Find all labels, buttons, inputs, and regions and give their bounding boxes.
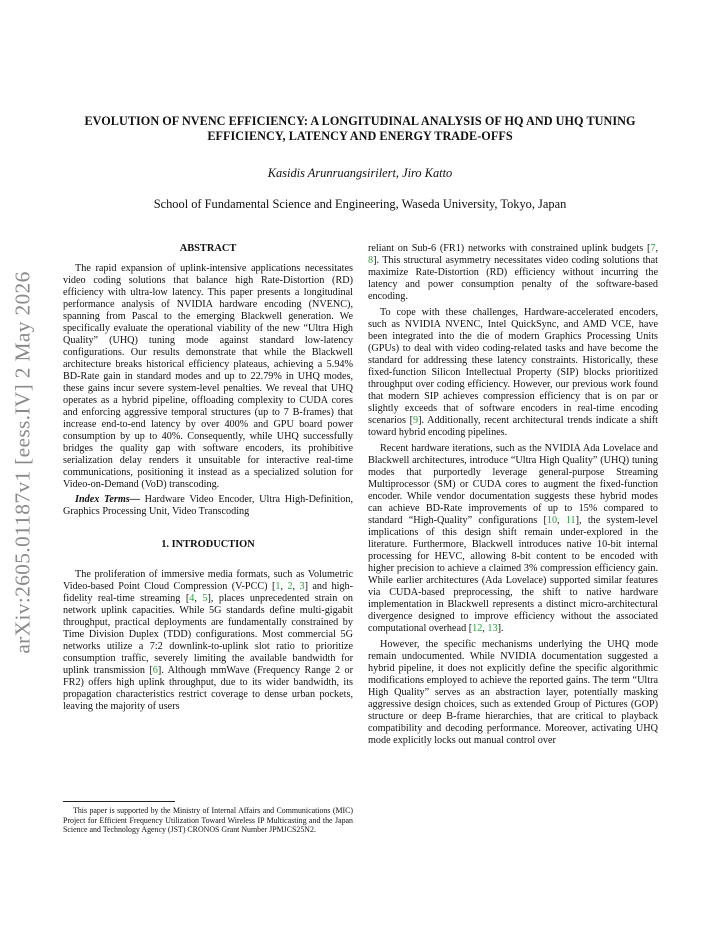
citation-link[interactable]: 9 [412, 415, 419, 426]
index-terms-text: Hardware Video Encoder, Ultra High-Definition, Graphics Processing Unit, Video Transcoding [63, 494, 353, 517]
arxiv-identifier-text: arXiv:2605.01187v1 [eess.IV] 2 May 2026 [10, 270, 35, 654]
index-terms [63, 494, 353, 518]
index-terms-label: Index Terms— [75, 494, 140, 505]
footnote-divider [63, 801, 175, 802]
citation-link[interactable]: 12 [472, 623, 483, 634]
citation-link[interactable]: 10 [546, 515, 558, 526]
citation-link[interactable]: 1 [275, 581, 281, 592]
left-column [63, 243, 353, 713]
citation-link[interactable]: 6 [152, 665, 158, 676]
arxiv-identifier[interactable] [0, 232, 46, 692]
intro-paragraph-4: However, the specific mechanisms underlying the UHQ mode remain undocumented. While NVIDIA documentation suggested a hybrid pipeline, it does not explicitly define the specific algorithmic modifications employed to achieve the reported gains. The term “Ultra High Quality” serves as an abstraction layer, potentially masking aggressive design choices, such as extended Group of Pictures (GOP) structure or deep B-frame hierarchies, that are critical to playback compatibility and decoding performance. Moreover, activating UHQ mode explicitly locks out manual control over [368, 639, 658, 746]
citation-link[interactable]: 8 [368, 255, 374, 266]
intro-paragraph-1: The proliferation of immersive media formats, such as Volumetric Video-based Point Cloud Compression (V-PCC) [1, 2, 3] and high-fidelity real-time streaming [4, 5], places unprecedented strain on network uplink capacities. While 5G standards define multi-gigabit throughput, practical deployments are fundamentally constrained by Time Division Duplex (TDD) configurations. Most commercial 5G networks utilize a 7:2 downlink-to-uplink slot ratio to prioritize consumption traffic, severely limiting the available bandwidth for uplink transmission [6]. Although mmWave (Frequency Range 2 or FR2) offers high uplink throughput, due to its wider bandwidth, its propagation characteristics restrict coverage to dense urban pockets, leaving the majority of users [63, 569, 354, 712]
introduction-heading: 1. INTRODUCTION [161, 539, 255, 550]
intro-paragraph-2: To cope with these challenges, Hardware-accelerated encoders, such as NVIDIA NVENC, Intel QuickSync, and AMD VCE, have been integrated into the die of modern Graphics Processing Units (GPUs) to deal with video coding-related tasks and have become the standard for addressing these latency constraints. Historically, these fixed-function Silicon Intellectual Property (SIP) blocks prioritized throughput over coding efficiency. However, our previous work found that modern SIP achieves compression efficiency that is on par or slightly exceeds that of software encoders in real-time encoding scenarios [9]. Additionally, recent architectural trends indicate a shift toward hybrid encoding pipelines. [368, 307, 658, 438]
citation-link[interactable]: 3 [299, 581, 305, 592]
citation-link[interactable]: 7 [650, 243, 656, 254]
citation-link[interactable]: 13 [487, 623, 498, 634]
author-list: Kasidis Arunruangsirilert, Jiro Katto [267, 166, 453, 180]
author-affiliation: School of Fundamental Science and Engineering, Waseda University, Tokyo, Japan [153, 197, 567, 211]
funding-footnote: This paper is supported by the Ministry of Internal Affairs and Communications (MIC) Project for Efficient Frequency Utilization Toward Wireless IP Multicasting and the Japan Science and Technology Agency (JST) CRONOS Grant Number JPMJCS25N2. [63, 806, 353, 835]
intro-paragraph-1-continued: reliant on Sub-6 (FR1) networks with constrained uplink budgets [7, 8]. This structural asymmetry necessitates video coding solutions that maximize Rate-Distortion (RD) efficiency without incurring the latency and power consumption penalty of the software-based encoding. [368, 243, 658, 302]
citation-link[interactable]: 11 [565, 515, 576, 526]
paper-title: EVOLUTION OF NVENC EFFICIENCY: A LONGITUDINAL ANALYSIS OF HQ AND UHQ TUNING EFFICIENCY, LATENCY AND ENERGY TRADE-OFFS [84, 114, 636, 143]
abstract-heading: ABSTRACT [179, 243, 237, 254]
abstract-text: The rapid expansion of uplink-intensive applications necessitates video coding solutions that balance high Rate-Distortion (RD) efficiency with ultra-low latency. This paper presents a longitudinal performance analysis of NVIDIA hardware encoding (NVENC), spanning from Pascal to the emerging Blackwell generation. We specifically evaluate the operational viability of the new “Ultra High Quality” (UHQ) tuning mode against standard low-latency configurations. Our results demonstrate that while the Blackwell architecture breaks historical efficiency plateaus, achieving a 5.94% BD-Rate gain in standard modes and up to 22.79% in UHQ modes, these gains incur severe system-level penalties. We reveal that UHQ operates as a hybrid pipeline, offloading complexity to CUDA cores and enforcing aggressive temporal structures (up to 7 B-frames) that increase end-to-end latency by over 400% and GPU board power consumption by up to 40%. Consequently, while UHQ successfully bridges the quality gap with software encoders, its prohibitive serialization delay renders it unsuitable for interactive real-time communications, positioning it instead as a specialized solution for Video-on-Demand (VoD) transcoding. [63, 263, 353, 490]
right-column [368, 243, 658, 747]
intro-paragraph-3: Recent hardware iterations, such as the NVIDIA Ada Lovelace and Blackwell architectures, introduce “Ultra High Quality” (UHQ) tuning modes that purportedly leverage general-purpose Streaming Multiprocessor (SM) or CUDA cores to augment the fixed-function encoder. While vendor documentation suggests these hybrid modes can achieve BD-Rate improvements of up to 15% compared to standard “High-Quality” configurations [10, 11], the system-level implications of this design shift remain under-explored in the literature. Furthermore, Blackwell introduces native 10-bit internal processing for HEVC, allowing 8-bit content to be encoded with higher precision to achieve a claimed 3% compression efficiency gain. While earlier architectures (Ada Lovelace) supported similar features via CUDA-based preprocessing, the shift to native hardware implementation in Blackwell represents a distinct micro-architectural divergence designed to improve efficiency without the associated computational overhead [12, 13]. [368, 443, 659, 634]
citation-link[interactable]: 2 [287, 581, 293, 592]
citation-link[interactable]: 4 [189, 593, 195, 604]
citation-link[interactable]: 5 [202, 593, 208, 604]
